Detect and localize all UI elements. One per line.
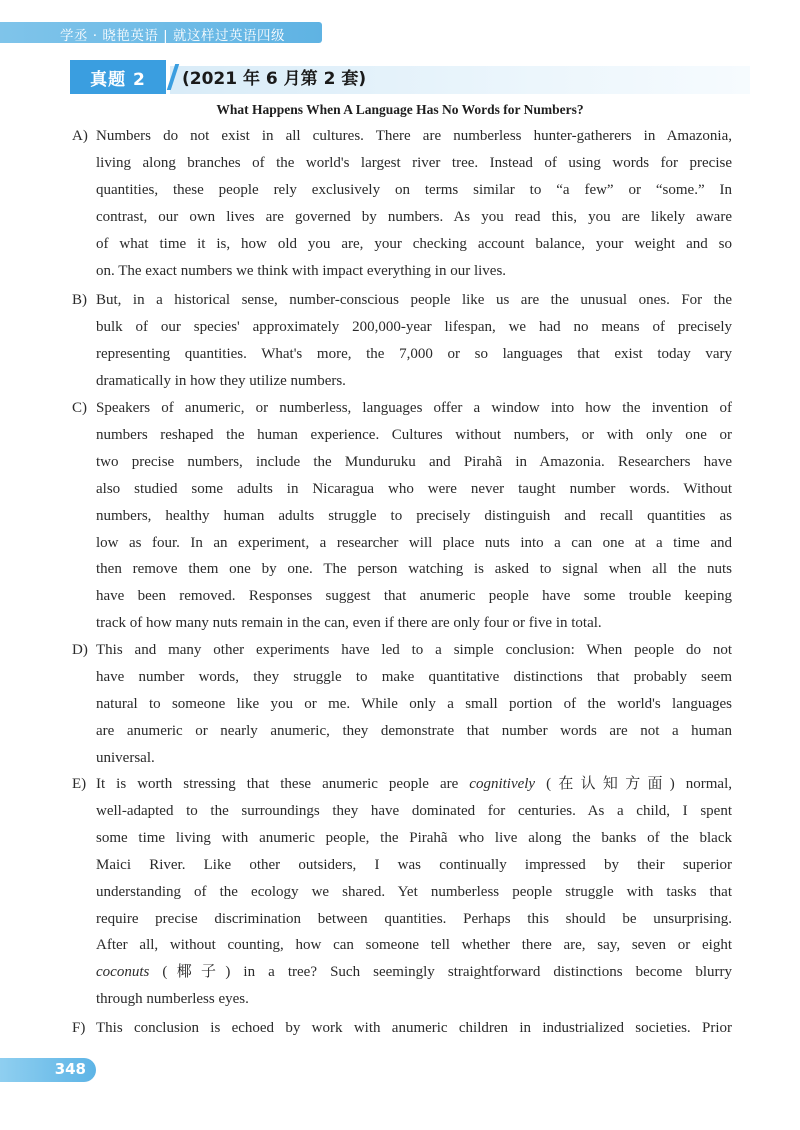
passage-title: What Happens When A Language Has No Words for Numbers? xyxy=(216,102,584,117)
paragraph-line: numbers reshaped the human experience. Cultures without numbers, or with only one or xyxy=(96,426,732,443)
paragraph-line: universal. xyxy=(96,749,155,766)
paragraph-letter: C) xyxy=(72,400,87,416)
paragraph-line: This and many other experiments have led to a simple conclusion: When people do not xyxy=(96,642,732,658)
paragraph-line: understanding of the ecology we shared. Yet numberless people struggle with tasks that xyxy=(96,883,732,900)
paragraph-line: Speakers of anumeric, or numberless, languages offer a window into how the invention of xyxy=(96,400,732,416)
paragraph-line: Numbers do not exist in all cultures. There are numberless hunter-gatherers in Amazonia, xyxy=(96,128,732,144)
exam-title-row xyxy=(70,60,750,94)
paragraph-line: of what time it is, how old you are, your checking account balance, your weight and so xyxy=(96,235,732,252)
paragraph-line: bulk of our species' approximately 200,000-year lifespan, we had no means of precisely xyxy=(96,318,732,335)
header-title: 学丞 · 晓艳英语 | 就这样过英语四级 xyxy=(60,28,286,44)
paragraph-line: contrast, our own lives are governed by numbers. As you read this, you are likely aware xyxy=(96,208,732,225)
page-number-tab xyxy=(0,1058,96,1082)
paragraph-line: This conclusion is echoed by work with anumeric children in industrialized societies. Prior xyxy=(96,1020,732,1036)
paragraph-line: two precise numbers, include the Munduruku and Pirahã in Amazonia. Researchers have xyxy=(96,453,732,470)
page-number: 348 xyxy=(54,1060,86,1078)
paragraph-line: are anumeric or nearly anumeric, they demonstrate that number words are not a human xyxy=(96,722,732,739)
paragraph-line: numbers, healthy human adults struggle to precisely distinguish and recall quantities as xyxy=(96,507,732,524)
paragraph-line: living along branches of the world's largest river tree. Instead of using words for precise xyxy=(96,154,732,171)
paragraph-line: on. The exact numbers we think with impact everything in our lives. xyxy=(96,262,507,279)
paragraph-line: also studied some adults in Nicaragua who were never taught number words. Without xyxy=(96,480,732,497)
paragraph-line: quantities, these people rely exclusively on terms similar to “a few” or “some.” In xyxy=(96,181,732,198)
paragraph-line: through numberless eyes. xyxy=(96,991,249,1008)
paragraph-line: coconuts (椰子) in a tree? Such seemingly straightforward distinctions become blurry xyxy=(96,964,732,981)
paragraph-line: After all, without counting, how can someone tell whether there are, say, seven or eight xyxy=(96,937,732,954)
paragraph-line: have been removed. Responses suggest that anumeric people have some trouble keeping xyxy=(96,588,732,605)
paragraph-line: low as four. In an experiment, a researcher will place nuts into a can one at a time and xyxy=(96,534,732,551)
paragraph-line: require precise discrimination between quantities. Perhaps this should be unsurprising. xyxy=(96,910,732,927)
exam-tag: 真题 2 xyxy=(70,60,166,94)
paragraph-line: well-adapted to the surroundings they have dominated for centuries. As a child, I spent xyxy=(96,802,732,819)
paragraph-line: dramatically in how they utilize numbers. xyxy=(96,372,346,389)
paragraph-letter: D) xyxy=(72,642,88,658)
paragraph-line: Maici River. Like other outsiders, I was continually impressed by their superior xyxy=(96,856,732,873)
paragraph-line: representing quantities. What's more, the 7,000 or so languages that exist today vary xyxy=(96,345,732,362)
paragraph-line: natural to someone like you or me. While only a small portion of the world's languages xyxy=(96,695,732,712)
paragraph-line: then remove them one by one. The person watching is asked to signal when all the nuts xyxy=(96,561,732,578)
paragraph-line: have number words, they struggle to make quantitative distinctions that probably seem xyxy=(96,668,732,685)
paragraph-letter: A) xyxy=(72,128,88,144)
paragraph-line: It is worth stressing that these anumeric people are cognitively (在认知方面) normal, xyxy=(96,776,732,792)
paragraph-line: But, in a historical sense, number-conscious people like us are the unusual ones. For the xyxy=(96,292,732,308)
paragraph-letter: E) xyxy=(72,776,87,792)
paragraph-line: some time living with anumeric people, the Pirahã who live along the banks of the black xyxy=(96,829,732,846)
paragraph-letter: B) xyxy=(72,292,87,308)
paragraph-letter: F) xyxy=(72,1020,86,1036)
paragraph-line: track of how many nuts remain in the can, even if there are only four or five in total. xyxy=(96,615,602,632)
exam-year: (2021 年 6 月第 2 套) xyxy=(182,69,367,89)
